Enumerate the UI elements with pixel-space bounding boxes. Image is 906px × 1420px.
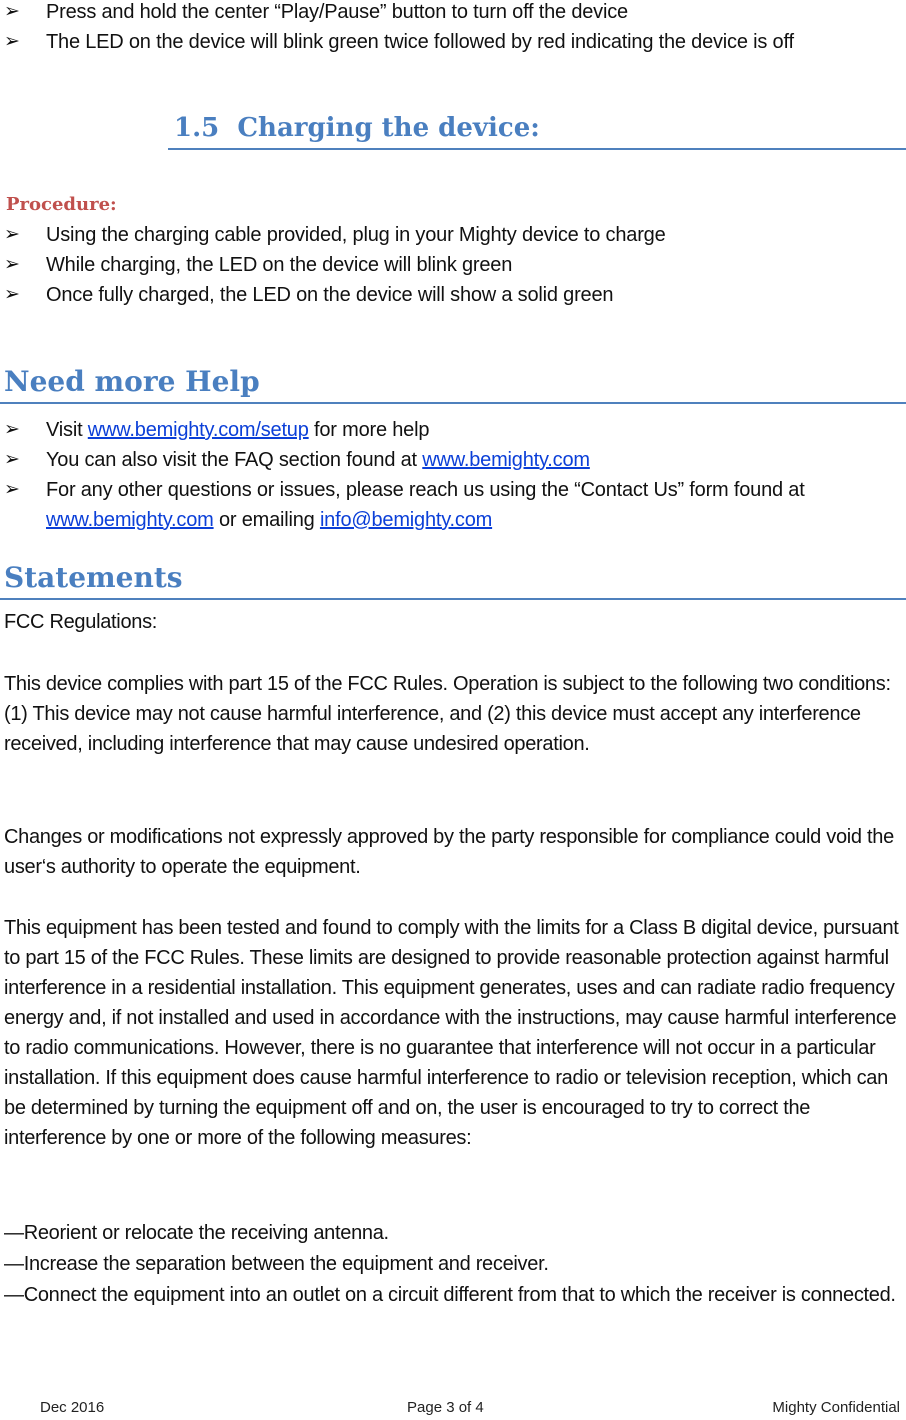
list-item-text: Using the charging cable provided, plug in your Mighty device to charge <box>46 224 666 246</box>
list-item-text: Press and hold the center “Play/Pause” button to turn off the device <box>46 1 628 23</box>
list-item-text: While charging, the LED on the device will blink green <box>46 254 513 276</box>
visit-prefix: Visit <box>46 419 88 441</box>
list-item <box>0 475 906 535</box>
fcc-paragraph-2: Changes or modifications not expressly approved by the party responsible for compliance could void the user‘s authority to operate the equipment. <box>4 826 894 878</box>
fcc-label: FCC Regulations: <box>4 611 158 633</box>
heading-number: 1.5 <box>174 113 220 143</box>
list-item <box>0 0 906 27</box>
help-heading: Need more Help <box>0 362 906 404</box>
fcc-paragraph-3: This equipment has been tested and found to comply with the limits for a Class B digital device, pursuant to part 15 of the FCC Rules. These limits are designed to provide reasonable protection against harmful interference in a residential installation. This equipment generates, uses and can radiate radio frequency energy and, if not installed and used in accordance with the instructions, may cause harmful interference to radio communications. However, there is no guarantee that interference will not occur in a particular installation. If this equipment does cause harmful interference to radio or television reception, which can be determined by turning the equipment off and on, the user is encouraged to try to correct the interference by one or more of the following measures: <box>4 917 899 1149</box>
contact-prefix: For any other questions or issues, please reach us using the “Contact Us” form found at <box>46 479 805 501</box>
fcc-paragraph-1: This device complies with part 15 of the FCC Rules. Operation is subject to the following two conditions: (1) This device may not cause harmful interference, and (2) this device must accept any interference received, including interference that may cause undesired operation. <box>4 673 891 755</box>
arrow-bullet-icon: ➢ <box>4 31 20 52</box>
list-item-text: Once fully charged, the LED on the device will show a solid green <box>46 284 614 306</box>
faq-link[interactable]: www.bemighty.com <box>422 449 590 471</box>
arrow-bullet-icon: ➢ <box>4 449 20 470</box>
footer-confidential: Mighty Confidential <box>772 1399 900 1416</box>
list-item <box>0 280 906 310</box>
faq-prefix: You can also visit the FAQ section found at <box>46 449 423 471</box>
charging-list <box>0 220 906 310</box>
arrow-bullet-icon: ➢ <box>4 284 20 305</box>
power-off-list <box>0 0 906 57</box>
measure-item: —Connect the equipment into an outlet on a circuit different from that to which the receiver is connected. <box>4 1284 896 1306</box>
arrow-bullet-icon: ➢ <box>4 254 20 275</box>
contact-link[interactable]: www.bemighty.com <box>46 509 214 531</box>
email-link[interactable]: info@bemighty.com <box>319 509 493 531</box>
help-list <box>0 415 906 535</box>
contact-middle: or emailing <box>213 509 320 531</box>
setup-link[interactable]: www.bemighty.com/setup <box>87 419 309 441</box>
footer-date: Dec 2016 <box>40 1399 105 1416</box>
arrow-bullet-icon: ➢ <box>4 419 20 440</box>
arrow-bullet-icon: ➢ <box>4 479 20 500</box>
measure-item: —Increase the separation between the equipment and receiver. <box>4 1253 549 1275</box>
charging-heading <box>168 104 906 150</box>
statements-heading: Statements <box>0 558 906 600</box>
list-item <box>0 27 906 57</box>
list-item <box>0 250 906 280</box>
list-item <box>0 445 906 475</box>
measure-item: —Reorient or relocate the receiving antenna. <box>4 1222 389 1244</box>
arrow-bullet-icon: ➢ <box>4 1 20 22</box>
arrow-bullet-icon: ➢ <box>4 224 20 245</box>
list-item <box>0 415 906 445</box>
procedure-label: Procedure: <box>6 194 117 215</box>
footer-page-number: Page 3 of 4 <box>407 1399 484 1416</box>
list-item-text: The LED on the device will blink green twice followed by red indicating the device is off <box>46 31 794 53</box>
list-item <box>0 220 906 250</box>
visit-suffix: for more help <box>308 419 430 441</box>
heading-title: Charging the device: <box>237 113 540 143</box>
